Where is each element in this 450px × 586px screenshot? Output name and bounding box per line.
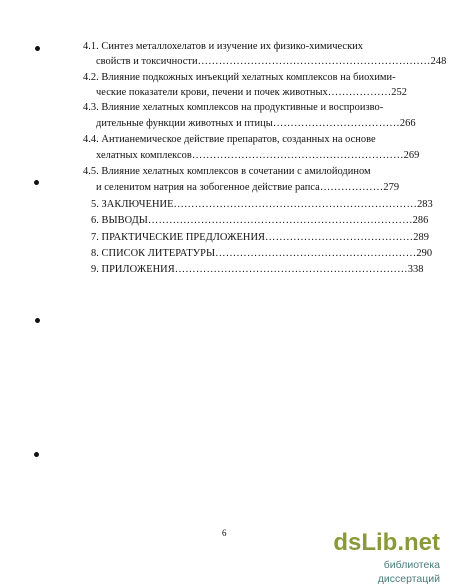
toc-entry-4-5-line1: 4.5. Влияние хелатных комплексов в сочетании с амилойодином xyxy=(83,166,371,177)
toc-entry-4-3-line1: 4.3. Влияние хелатных комплексов на продуктивные и воспроизво- xyxy=(83,102,384,113)
toc-page-number: 338 xyxy=(407,264,424,275)
toc-entry-5 xyxy=(91,199,433,211)
toc-leader-dots: ………………………………………………… xyxy=(215,248,417,259)
toc-entry-label: хелатных комплексов xyxy=(96,150,192,161)
toc-page-number: 252 xyxy=(391,87,408,98)
toc-page-number: 286 xyxy=(412,215,429,226)
toc-entry-4-1-line1: 4.1. Синтез металлохелатов и изучение их физико-химических xyxy=(83,41,364,52)
punch-hole-mark xyxy=(33,179,39,185)
toc-entry-4-1-line2 xyxy=(96,56,446,68)
toc-entry-6 xyxy=(91,215,428,227)
toc-leader-dots: …………………………………………………… xyxy=(191,150,404,161)
toc-entry-label: ческие показатели крови, печени и почек животных xyxy=(96,87,328,98)
toc-page-number: 269 xyxy=(403,150,420,161)
toc-page-number: 266 xyxy=(399,118,416,129)
page-number: 6 xyxy=(222,528,227,538)
toc-page-number: 289 xyxy=(413,232,430,243)
toc-leader-dots: ………………………………………………………………… xyxy=(147,215,413,226)
toc-page-number: 283 xyxy=(417,199,433,210)
toc-leader-dots: …………………………………… xyxy=(265,232,414,243)
toc-entry-label: 7. ПРАКТИЧЕСКИЕ ПРЕДЛОЖЕНИЯ xyxy=(91,232,265,243)
watermark-logo: dsLib.net xyxy=(333,529,440,556)
toc-leader-dots: ……………… xyxy=(319,182,384,193)
toc-entry-4-4-line1: 4.4. Антианемическое действие препаратов, созданных на основе xyxy=(83,134,376,145)
punch-hole-mark xyxy=(34,317,40,323)
toc-page-number: 279 xyxy=(383,182,400,193)
toc-leader-dots: ……………… xyxy=(327,87,392,98)
punch-hole-mark xyxy=(34,45,40,51)
toc-entry-4-4-line2 xyxy=(96,150,419,162)
toc-entry-4-2-line1: 4.2. Влияние подкожных инъекций хелатных комплексов на биохими- xyxy=(83,72,396,83)
toc-leader-dots: ………………………………………………………… xyxy=(174,264,408,275)
toc-entry-label: 9. ПРИЛОЖЕНИЯ xyxy=(91,264,175,275)
toc-entry-label: 5. ЗАКЛЮЧЕНИЕ xyxy=(91,199,174,210)
toc-entry-label: дительные функции животных и птицы xyxy=(96,118,273,129)
toc-entry-label: 6. ВЫВОДЫ xyxy=(91,215,148,226)
toc-entry-8 xyxy=(91,248,432,260)
toc-entry-label: 8. СПИСОК ЛИТЕРАТУРЫ xyxy=(91,248,216,259)
toc-entry-9 xyxy=(91,264,423,276)
toc-entry-7 xyxy=(91,232,429,244)
toc-page-number: 248 xyxy=(430,56,447,67)
toc-leader-dots: ……………………………… xyxy=(272,118,400,129)
toc-entry-label: свойств и токсичности xyxy=(96,56,198,67)
toc-page-number: 290 xyxy=(416,248,433,259)
toc-entry-label: и селенитом натрия на зобогенное действие рапса xyxy=(96,182,320,193)
punch-hole-mark xyxy=(33,451,39,457)
toc-entry-4-2-line2 xyxy=(96,87,407,99)
toc-entry-4-5-line2 xyxy=(96,182,399,194)
toc-leader-dots: …………………………………………………………… xyxy=(173,199,418,210)
watermark xyxy=(320,529,440,585)
toc-entry-4-3-line2 xyxy=(96,118,416,130)
toc-leader-dots: ………………………………………………………… xyxy=(197,56,431,67)
watermark-subtitle: библиотека диссертаций xyxy=(377,559,440,585)
